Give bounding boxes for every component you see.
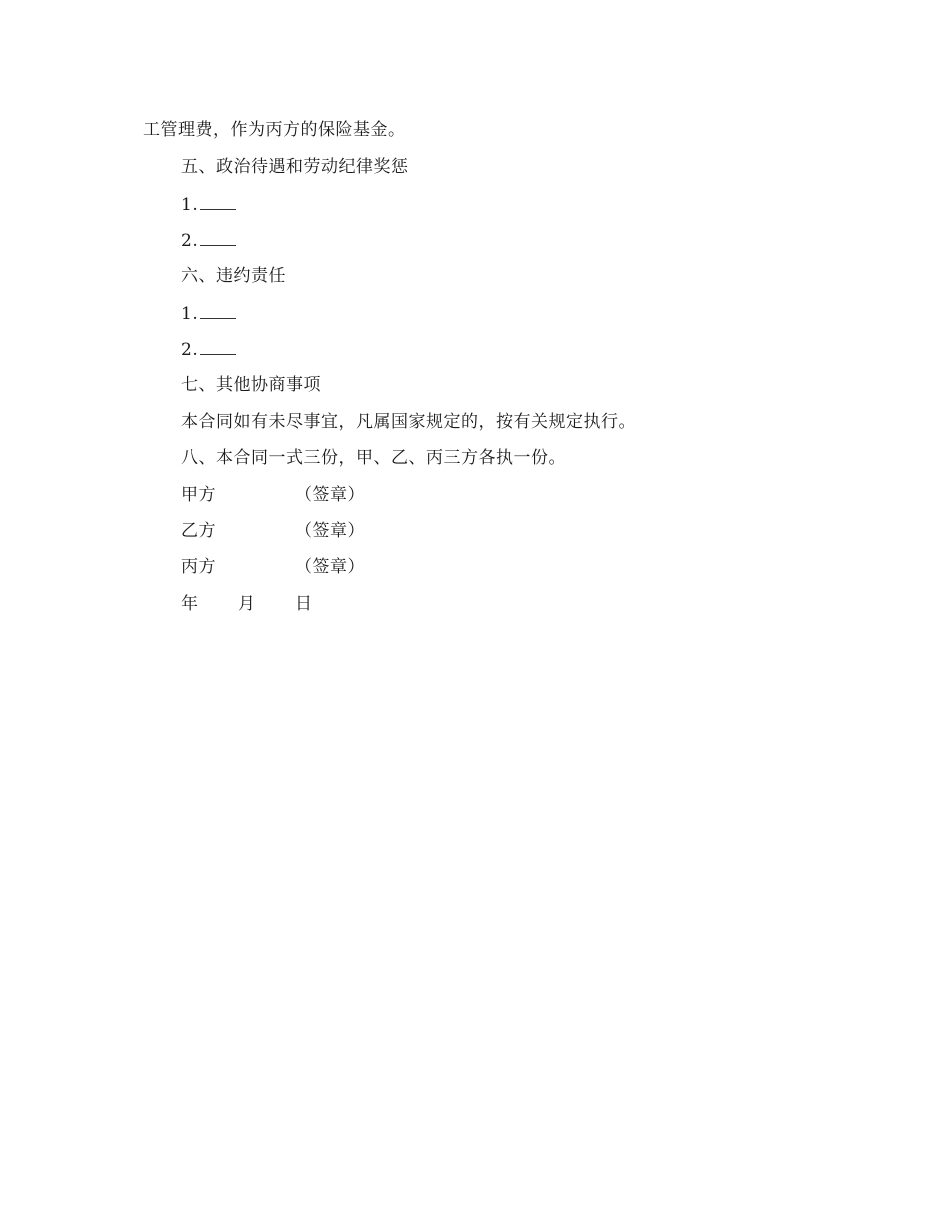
heading-text: 六、违约责任 [181,266,286,286]
signature-line-party-c [181,556,365,578]
seal-label: （签章） [295,485,365,505]
heading-text: 八、本合同一式三份，甲、乙、丙三方各执一份。 [181,448,566,468]
date-year: 年 [181,594,199,614]
item-number: 2. [181,231,199,251]
item-number: 1. [181,195,199,215]
fill-in-blank [200,304,236,319]
paragraph-continuation [143,119,406,141]
fill-in-blank [200,195,236,210]
section-7-heading [181,374,321,396]
signature-line-party-a [181,484,365,506]
date-month: 月 [238,594,256,614]
section-6-heading [181,265,286,287]
paragraph-text: 工管理费，作为丙方的保险基金。 [143,120,406,140]
signature-line-party-b [181,520,365,542]
section-5-item-1 [181,194,236,216]
section-5-heading [181,156,409,178]
date-day: 日 [295,594,313,614]
paragraph-text: 本合同如有未尽事宜，凡属国家规定的，按有关规定执行。 [181,412,636,432]
heading-text: 七、其他协商事项 [181,375,321,395]
seal-label: （签章） [295,521,365,541]
party-label: 乙方 [181,521,216,541]
section-6-item-1 [181,303,236,325]
seal-label: （签章） [295,557,365,577]
heading-text: 五、政治待遇和劳动纪律奖惩 [181,157,409,177]
item-number: 1. [181,304,199,324]
date-line [181,593,313,615]
party-label: 甲方 [181,485,216,505]
section-8-heading [181,447,566,469]
item-number: 2. [181,340,199,360]
fill-in-blank [200,340,236,355]
section-7-body [181,411,636,433]
fill-in-blank [200,231,236,246]
section-5-item-2 [181,230,236,252]
party-label: 丙方 [181,557,216,577]
section-6-item-2 [181,339,236,361]
